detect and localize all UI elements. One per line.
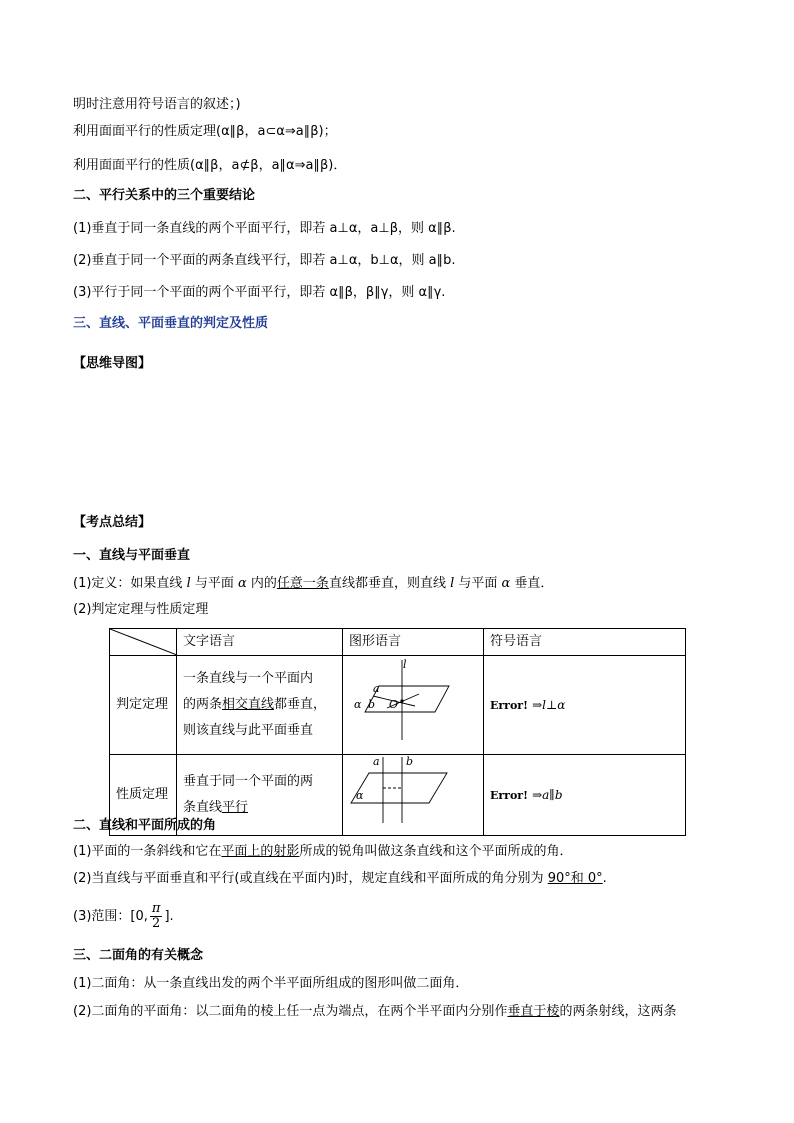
row-label: 性质定理 [110,755,177,836]
svg-text:l: l [403,658,407,671]
svg-text:α: α [354,698,362,711]
text-line: 利用面面平行的性质(α∥β，a⊄β，a∥α⇒a∥β)． [73,158,347,173]
text-language-cell: 垂直于同一个平面的两 条直线平行 [177,755,343,836]
symbol-cell: Error! ⇒l⊥α [484,656,686,755]
text-line: 利用面面平行的性质定理(α∥β，a⊂α⇒a∥β)； [73,124,337,139]
text-line: (2)当直线与平面垂直和平行(或直线在平面内)时，规定直线和平面所成的角分别为 90°和 0°. [73,871,607,886]
section-heading: 三、二面角的有关概念 [73,948,204,963]
column-header: 符号语言 [484,629,686,656]
text-line: (3)平行于同一个平面的两个平面平行，即若 α∥β，β∥γ，则 α∥γ. [73,285,446,300]
parallel-lines-plane-figure [343,755,484,825]
text-line: (1)平面的一条斜线和它在平面上的射影所成的锐角叫做这条直线和这个平面所成的角． [73,844,573,859]
line-plane-perpendicular-figure [343,656,484,744]
symbol-cell: Error! ⇒a∥b [484,755,686,836]
text-line: (2)二面角的平面角：以二面角的棱上任一点为端点，在两个半平面内分别作垂直于棱的两条射线，这两条 [73,1004,677,1019]
summary-heading: 【考点总结】 [73,515,152,530]
row-label: 判定定理 [110,656,177,755]
table-corner-cell [110,629,177,656]
svg-text:a: a [373,755,380,768]
range-line: (3)范围：[0, $\frac{\pi}{2}$ ]. [73,901,174,931]
definition-line: (1)定义：如果直线 l 与平面 α 内的任意一条直线都垂直，则直线 l 与平面 α 垂直． [73,576,554,591]
column-header: 图形语言 [343,629,484,656]
figure-cell [343,656,484,755]
svg-text:a: a [373,682,380,695]
svg-text:b: b [406,755,414,768]
svg-text:b: b [368,698,376,711]
text-line: (2)垂直于同一个平面的两条直线平行，即若 a⊥α，b⊥α，则 a∥b. [73,253,456,268]
text-line: (1)垂直于同一条直线的两个平面平行，即若 a⊥α，a⊥β，则 α∥β. [73,221,456,236]
figure-cell [343,755,484,836]
table-header-row [110,629,686,656]
section-heading: 二、平行关系中的三个重要结论 [73,188,256,203]
text-line: 明时注意用符号语言的叙述；) [73,97,241,112]
text-line: (2)判定定理与性质定理 [73,602,209,617]
section-heading: 一、直线与平面垂直 [73,548,191,563]
table-row [110,656,686,755]
column-header: 文字语言 [177,629,343,656]
text-line: (1)二面角：从一条直线出发的两个半平面所组成的图形叫做二面角． [73,976,469,991]
fraction: $\frac{\pi}{2}$ [151,901,161,931]
section-heading: 二、直线和平面所成的角 [73,818,217,833]
mindmap-heading: 【思维导图】 [73,356,152,371]
theorem-table [109,628,686,836]
svg-text:α: α [356,789,364,802]
text-language-cell: 一条直线与一个平面内 的两条相交直线都垂直， 则该直线与此平面垂直 [177,656,343,755]
section-heading: 三、直线、平面垂直的判定及性质 [73,316,269,331]
svg-text:O: O [389,698,399,711]
